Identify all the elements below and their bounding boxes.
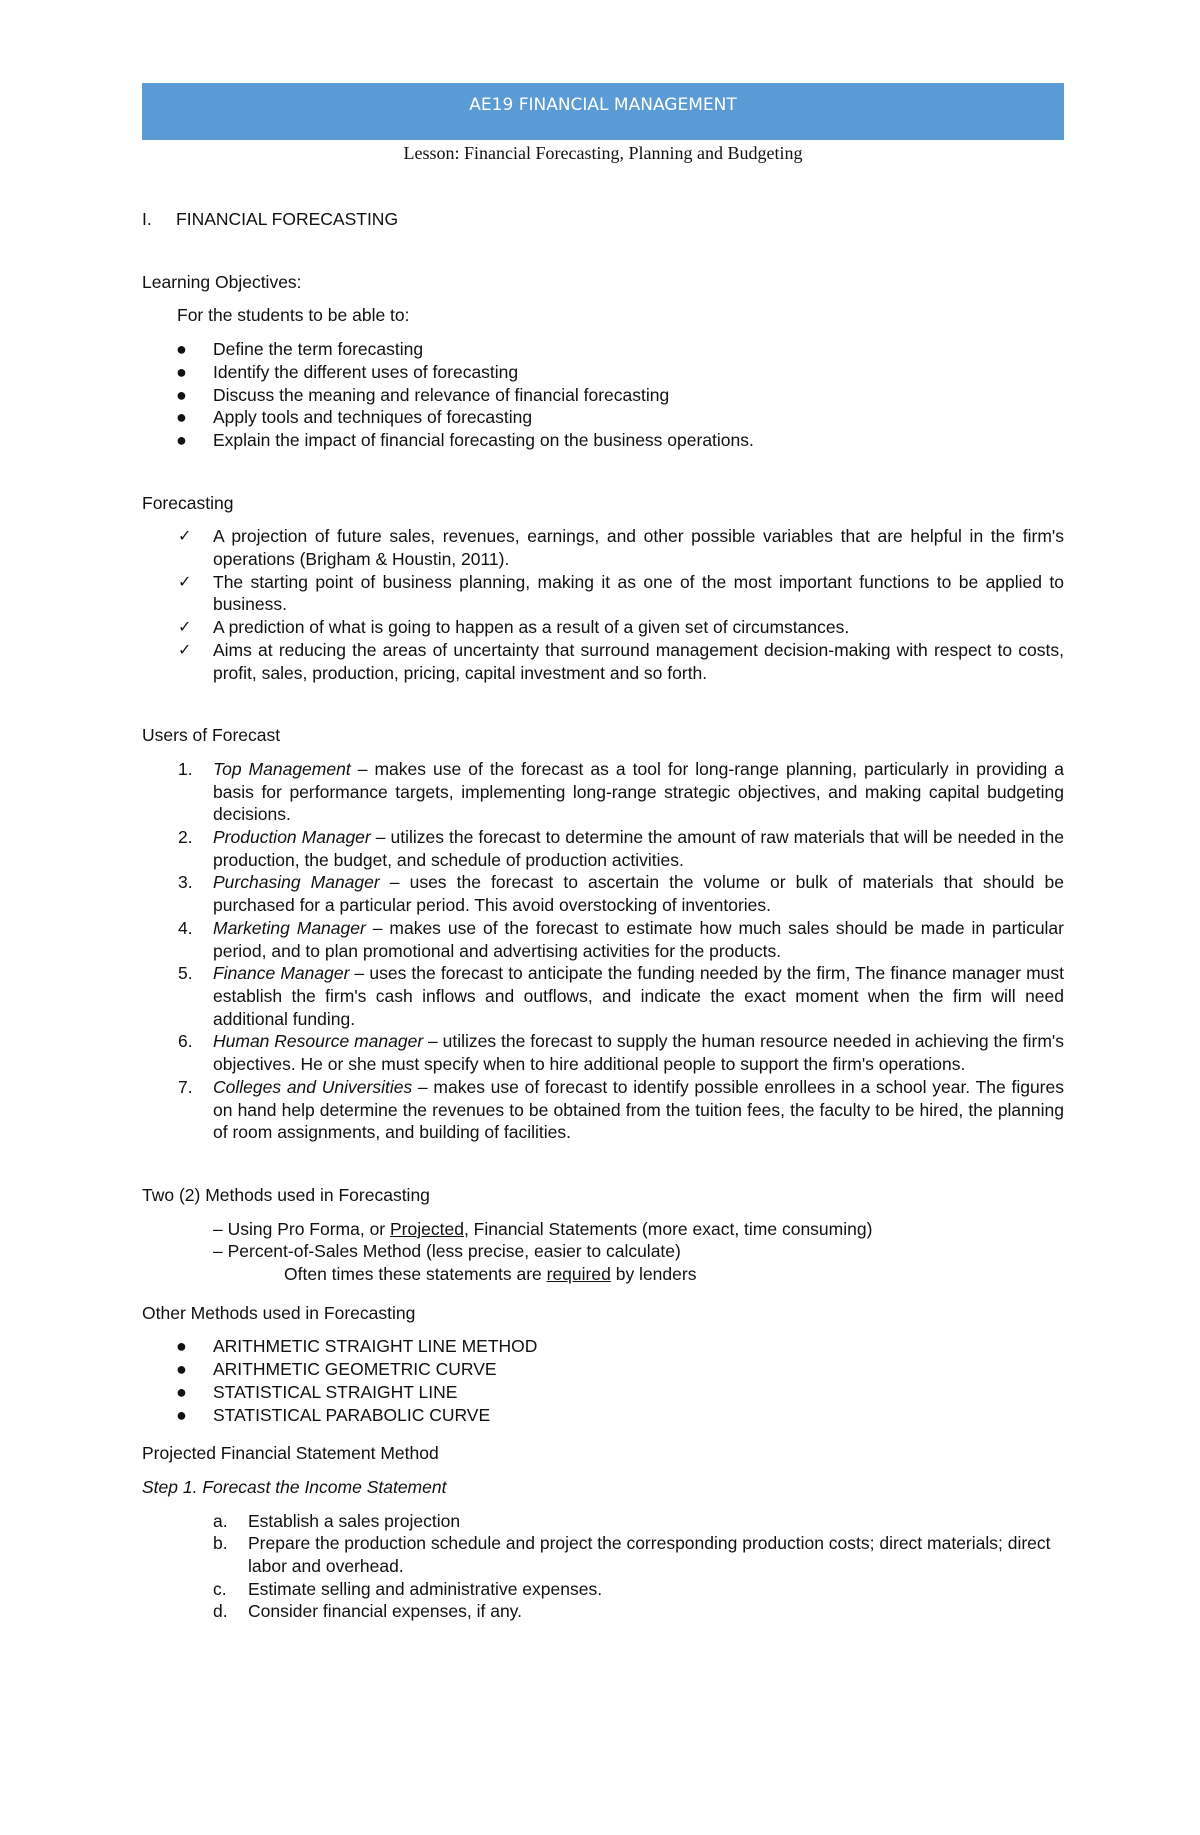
list-item: ✓ Aims at reducing the areas of uncertainty that surround management decision-making with respect to costs, profit, sales, production, pricing, capital investment and so forth. (178, 639, 1064, 683)
checkmark-icon: ✓ (178, 617, 192, 637)
methods-heading: Two (2) Methods used in Forecasting (142, 1184, 430, 1205)
list-item: 1. Top Management – makes use of the forecast as a tool for long-range planning, particularly in providing a basis for performance targets, implementing long-range strategic objectives, and making capital budgeting decisions. (178, 758, 1064, 825)
list-item: ● Discuss the meaning and relevance of financial forecasting (176, 384, 670, 405)
list-item: 4. Marketing Manager – makes use of the forecast to estimate how much sales should be made in particular period, and to plan promotional and advertising activities for the products. (178, 917, 1064, 961)
list-item: ● Explain the impact of financial forecasting on the business operations. (176, 429, 754, 450)
bullet-icon: ● (176, 1336, 187, 1357)
course-title-banner: AE19 FINANCIAL MANAGEMENT (142, 83, 1064, 140)
objectives-intro: For the students to be able to: (177, 305, 410, 326)
list-item: ● ARITHMETIC STRAIGHT LINE METHOD (176, 1336, 538, 1357)
bullet-icon: ● (176, 1404, 187, 1425)
section-number: I. (142, 209, 152, 229)
document-body (142, 208, 1064, 1623)
list-item: ● STATISTICAL STRAIGHT LINE (176, 1381, 458, 1402)
step-heading: Step 1. Forecast the Income Statement (142, 1476, 447, 1497)
list-item: ● STATISTICAL PARABOLIC CURVE (176, 1404, 491, 1425)
method-line-1: – Using Pro Forma, or Projected, Financial Statements (more exact, time consuming) (213, 1218, 873, 1239)
bullet-icon: ● (176, 361, 187, 382)
method-line-2: – Percent-of-Sales Method (less precise, easier to calculate) (213, 1241, 681, 1262)
list-item: c. Estimate selling and administrative expenses. (213, 1578, 603, 1599)
other-methods-list (142, 1335, 1064, 1426)
forecasting-list (142, 525, 1064, 684)
list-item: 3. Purchasing Manager – uses the forecast to ascertain the volume or bulk of materials that should be purchased for a particular period. This avoid overstocking of inventories. (178, 872, 1064, 916)
list-item: ● Apply tools and techniques of forecasting (176, 407, 533, 428)
list-item: ✓ A prediction of what is going to happen as a result of a given set of circumstances. (178, 617, 850, 638)
list-item: 6. Human Resource manager – utilizes the forecast to supply the human resource needed in achieving the firm's objectives. He or she must specify when to hire additional people to support the firm's operations. (178, 1031, 1064, 1075)
list-item: 5. Finance Manager – uses the forecast to anticipate the funding needed by the firm, The finance manager must establish the firm's cash inflows and outflows, and indicate the exact moment when the firm will need additional funding. (178, 963, 1064, 1029)
bullet-icon: ● (176, 1359, 187, 1380)
list-item: ● ARITHMETIC GEOMETRIC CURVE (176, 1359, 497, 1380)
list-item: ✓ The starting point of business planning, making it as one of the most important functions to be applied to business. (178, 571, 1064, 615)
checkmark-icon: ✓ (178, 526, 192, 546)
bullet-icon: ● (176, 1381, 187, 1402)
bullet-icon: ● (176, 339, 187, 360)
list-item: 2. Production Manager – utilizes the forecast to determine the amount of raw materials that will be needed in the production, the budget, and schedule of production activities. (178, 827, 1064, 870)
section-heading (142, 208, 1064, 231)
bullet-icon: ● (176, 429, 187, 450)
users-list (142, 758, 1064, 1144)
list-item: ✓ A projection of future sales, revenues, earnings, and other possible variables that are helpful in the firm's operations (Brigham & Houstin, 2011). (178, 526, 1064, 570)
objectives-list (142, 338, 1064, 452)
list-item: a. Establish a sales projection (213, 1510, 461, 1531)
list-item: b. Prepare the production schedule and project the corresponding production costs; direct materials; direct labor and overhead. (213, 1533, 1051, 1577)
section-title: FINANCIAL FORECASTING (176, 209, 399, 229)
checkmark-icon: ✓ (178, 571, 192, 591)
projected-heading: Projected Financial Statement Method (142, 1443, 439, 1464)
forecasting-heading: Forecasting (142, 492, 234, 513)
steps-list (142, 1510, 1064, 1624)
lesson-title: Lesson: Financial Forecasting, Planning and Budgeting (403, 143, 803, 163)
list-item: ● Identify the different uses of forecasting (176, 361, 519, 382)
bullet-icon: ● (176, 384, 187, 405)
bullet-icon: ● (176, 407, 187, 428)
method-note: Often times these statements are required by lenders (284, 1264, 697, 1285)
other-methods-heading: Other Methods used in Forecasting (142, 1302, 416, 1323)
checkmark-icon: ✓ (178, 639, 192, 659)
list-item: d. Consider financial expenses, if any. (213, 1601, 522, 1622)
list-item: ● Define the term forecasting (176, 339, 424, 360)
list-item: 7. Colleges and Universities – makes use of forecast to identify possible enrollees in a school year. The figures on hand help determine the revenues to be obtained from the tuition fees, the faculty to be hired, the planning of room assignments, and building of facilities. (178, 1076, 1064, 1143)
users-heading: Users of Forecast (142, 725, 281, 746)
objectives-heading: Learning Objectives: (142, 271, 302, 292)
